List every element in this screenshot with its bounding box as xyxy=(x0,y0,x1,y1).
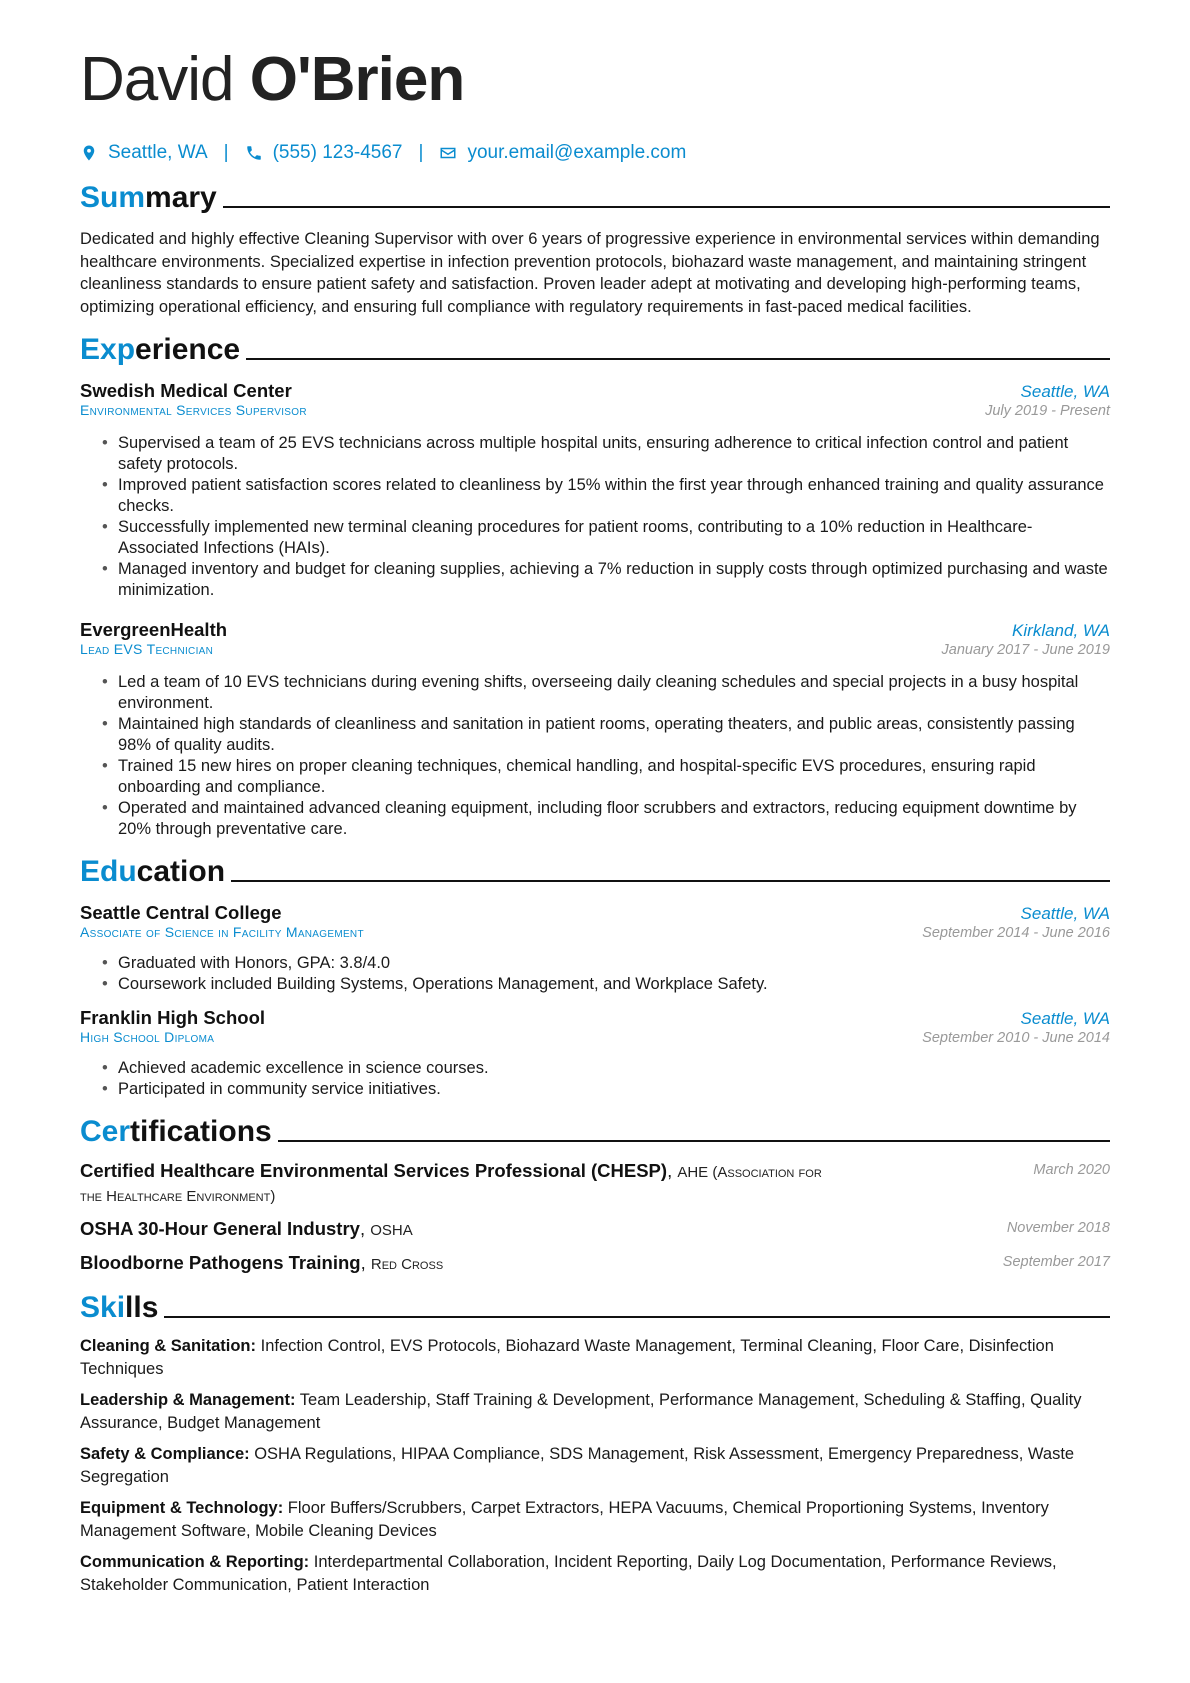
job-dates: July 2019 - Present xyxy=(985,403,1110,419)
experience-entry xyxy=(80,619,1110,840)
job-location: Kirkland, WA xyxy=(1012,621,1110,640)
school-location: Seattle, WA xyxy=(1020,904,1110,923)
bullet-item: • Operated and maintained advanced cleaning equipment, including floor scrubbers and extractors, reducing equipment downtime by 20% through preventative care. xyxy=(102,798,1110,840)
contact-phone[interactable] xyxy=(245,142,403,164)
section-divider xyxy=(164,1316,1110,1318)
section-divider xyxy=(246,358,1110,360)
skill-label: Leadership & Management: xyxy=(80,1391,296,1409)
contact-separator: | xyxy=(418,142,424,163)
school-dates: September 2014 - June 2016 xyxy=(922,925,1110,941)
bullet-item: • Participated in community service initiatives. xyxy=(102,1079,1110,1100)
contact-email[interactable] xyxy=(439,142,686,164)
cert-date: November 2018 xyxy=(1006,1220,1110,1236)
skill-group xyxy=(80,1335,1110,1380)
cert-issuer: OSHA xyxy=(370,1222,413,1239)
cert-date: September 2017 xyxy=(1002,1254,1110,1270)
degree: High School Diploma xyxy=(80,1029,215,1045)
job-title: Lead EVS Technician xyxy=(80,641,214,657)
envelope-icon xyxy=(439,144,457,162)
bullet-item: • Maintained high standards of cleanliness and sanitation in patient rooms, operating theaters, and public areas, consistently passing 98% of quality audits. xyxy=(102,714,1110,756)
experience-heading: Experience xyxy=(80,332,1110,368)
degree: Associate of Science in Facility Management xyxy=(80,924,364,940)
skill-label: Communication & Reporting: xyxy=(80,1553,310,1571)
bullet-item: • Improved patient satisfaction scores related to cleanliness by 15% within the first year through enhanced training and quality assurance checks. xyxy=(102,475,1110,517)
job-bullets xyxy=(80,672,1110,840)
job-title: Environmental Services Supervisor xyxy=(80,402,307,418)
education-heading: Education xyxy=(80,854,1110,890)
school-name: Seattle Central College xyxy=(80,902,282,923)
bullet-item: • Managed inventory and budget for cleaning supplies, achieving a 7% reduction in supply costs through optimized purchasing and waste minimization. xyxy=(102,559,1110,601)
skill-group xyxy=(80,1497,1110,1542)
contact-bar xyxy=(80,140,1110,166)
cert-name: OSHA 30-Hour General Industry xyxy=(80,1218,360,1239)
skill-group xyxy=(80,1551,1110,1596)
skill-items: Team Leadership, Staff Training & Development, Performance Management, Scheduling & Staffing, Quality Assurance, Budget Management xyxy=(80,1391,1082,1432)
section-divider xyxy=(278,1140,1110,1142)
first-name: David xyxy=(80,45,234,114)
job-location: Seattle, WA xyxy=(1020,382,1110,401)
section-divider xyxy=(231,880,1110,882)
skill-items: Interdepartmental Collaboration, Incident Reporting, Daily Log Documentation, Performance Reviews, Stakeholder Communication, Patient Interaction xyxy=(80,1553,1057,1594)
candidate-name xyxy=(80,44,1110,116)
school-name: Franklin High School xyxy=(80,1007,266,1028)
skill-label: Equipment & Technology: xyxy=(80,1499,284,1517)
contact-separator: | xyxy=(223,142,229,163)
phone-text: (555) 123-4567 xyxy=(272,142,403,163)
email-text: your.email@example.com xyxy=(467,142,687,163)
school-location: Seattle, WA xyxy=(1020,1009,1110,1028)
certifications-heading: Certifications xyxy=(80,1114,1110,1150)
skills-heading: Skills xyxy=(80,1290,1110,1326)
job-dates: January 2017 - June 2019 xyxy=(941,642,1110,658)
certification-item: OSHA 30-Hour General Industry, OSHA November 2018 xyxy=(80,1218,1110,1239)
school-bullets xyxy=(80,953,1110,995)
bullet-item: • Successfully implemented new terminal cleaning procedures for patient rooms, contributing to a 10% reduction in Healthcare-Associated Infections (HAIs). xyxy=(102,517,1110,559)
bullet-item: • Graduated with Honors, GPA: 3.8/4.0 xyxy=(102,953,1110,974)
certification-item: Bloodborne Pathogens Training, Red Cross September 2017 xyxy=(80,1252,1110,1273)
bullet-item: • Trained 15 new hires on proper cleaning techniques, chemical handling, and hospital-specific EVS procedures, ensuring rapid onboarding and compliance. xyxy=(102,756,1110,798)
bullet-item: • Supervised a team of 25 EVS technicians across multiple hospital units, ensuring adherence to critical infection control and patient safety protocols. xyxy=(102,433,1110,475)
skill-items: Floor Buffers/Scrubbers, Carpet Extractors, HEPA Vacuums, Chemical Proportioning Systems, Inventory Management Software, Mobile Cleaning Devices xyxy=(80,1499,1049,1540)
job-bullets xyxy=(80,433,1110,601)
phone-icon xyxy=(245,144,263,162)
cert-name: Certified Healthcare Environmental Services Professional (CHESP) xyxy=(80,1160,668,1181)
skill-group xyxy=(80,1443,1110,1488)
bullet-item: • Coursework included Building Systems, Operations Management, and Workplace Safety. xyxy=(102,974,1110,995)
employer-name: Swedish Medical Center xyxy=(80,380,292,401)
education-entry xyxy=(80,902,1110,995)
cert-issuer: AHE (Association for the Healthcare Environment) xyxy=(80,1164,822,1205)
map-marker-icon xyxy=(80,144,98,162)
location-text: Seattle, WA xyxy=(108,142,208,163)
skill-group xyxy=(80,1389,1110,1434)
skill-label: Safety & Compliance: xyxy=(80,1445,250,1463)
education-entry xyxy=(80,1007,1110,1100)
cert-name: Bloodborne Pathogens Training xyxy=(80,1252,361,1273)
skill-items: Infection Control, EVS Protocols, Biohazard Waste Management, Terminal Cleaning, Floor Care, Disinfection Techniques xyxy=(80,1337,1054,1378)
summary-text: Dedicated and highly effective Cleaning Supervisor with over 6 years of progressive experience in environmental services within demanding healthcare environments. Specialized expertise in infection prevention protocols, biohazard waste management, and maintaining stringent cleanliness standards to ensure patient safety and satisfaction. Proven leader adept at motivating and developing high-performing teams, optimizing operational efficiency, and ensuring full compliance with regulatory requirements in fast-paced medical facilities. xyxy=(80,230,1100,316)
experience-entry xyxy=(80,380,1110,601)
certification-item: Certified Healthcare Environmental Services Professional (CHESP), AHE (Association for the Healthcare Environment) March 2020 xyxy=(80,1160,1110,1205)
cert-date: March 2020 xyxy=(1033,1162,1110,1178)
bullet-item: • Led a team of 10 EVS technicians during evening shifts, overseeing daily cleaning schedules and special projects in a busy hospital environment. xyxy=(102,672,1110,714)
skill-items: OSHA Regulations, HIPAA Compliance, SDS Management, Risk Assessment, Emergency Preparedness, Waste Segregation xyxy=(80,1445,1075,1486)
section-divider xyxy=(223,206,1110,208)
contact-location xyxy=(80,142,208,164)
employer-name: EvergreenHealth xyxy=(80,619,228,640)
last-name: O'Brien xyxy=(249,45,465,114)
school-bullets xyxy=(80,1058,1110,1100)
bullet-item: • Achieved academic excellence in science courses. xyxy=(102,1058,1110,1079)
summary-heading: Summary xyxy=(80,180,1110,216)
school-dates: September 2010 - June 2014 xyxy=(922,1030,1110,1046)
cert-issuer: Red Cross xyxy=(370,1256,444,1273)
skill-label: Cleaning & Sanitation: xyxy=(80,1337,257,1355)
